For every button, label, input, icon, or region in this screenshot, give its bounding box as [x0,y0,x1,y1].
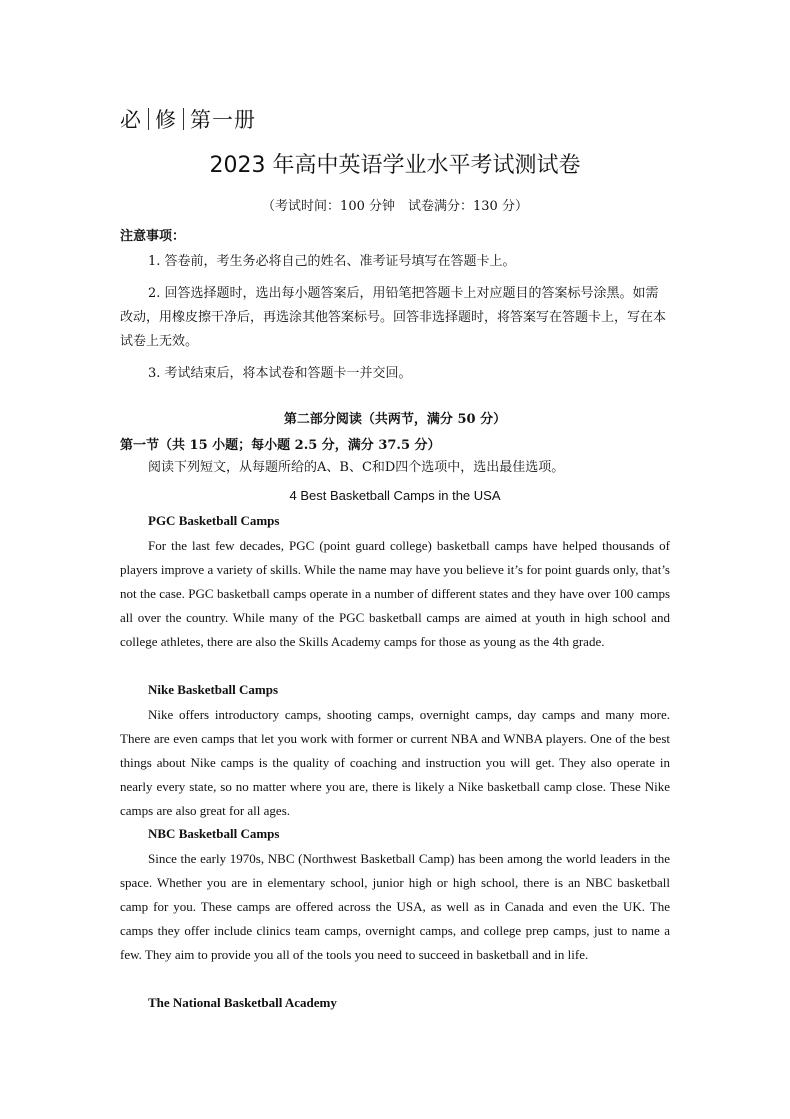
nike-paragraph [120,703,670,823]
pgc-text: For the last few decades, PGC (point guard college) basketball camps have helped thousands of players improve a variety of skills. While the name may have you believe it’s for point guards only, that’s not the case. PGC basketball camps operate in a number of different states and they have over 100 camps all over the country. While many of the PGC basketball camps are aimed at youth in high school and college athletes, there are also the Skills Academy camps for those as young as the 4th grade. [120,538,670,649]
notice-item-1: 1. 答卷前，考生务必将自己的姓名、准考证号填写在答题卡上。 [148,254,516,269]
book-header [120,104,256,134]
part-heading: 第二部分阅读（共两节，满分 50 分） [283,412,507,427]
passage-title: 4 Best Basketball Camps in the USA [289,488,501,503]
pgc-paragraph [120,534,670,654]
header-divider [148,108,149,130]
nbc-paragraph [120,847,670,967]
reading-instruction: 阅读下列短文，从每题所给的A、B、C和D四个选项中，选出最佳选项。 [148,460,565,475]
header-volume: 第一册 [190,108,256,132]
nba-heading: The National Basketball Academy [148,995,337,1010]
header-char-1: 必 [120,108,142,132]
nike-text: Nike offers introductory camps, shooting camps, overnight camps, day camps and many more. There are even camps that let you work with former or current NBA and WNBA players. One of the best things about Nike camps is the quality of coaching and instruction you will get. They also operate in nearly every state, so no matter where you are, there is likely a Nike basketball camp close. These Nike camps are also great for all ages. [120,707,670,818]
nbc-heading: NBC Basketball Camps [148,826,280,841]
header-char-2: 修 [155,108,177,132]
nike-heading: Nike Basketball Camps [148,682,279,697]
notice-item-2: 2. 回答选择题时，选出每小题答案后，用铅笔把答题卡上对应题目的答案标号涂黑。如需改动，用橡皮擦干净后，再选涂其他答案标号。回答非选择题时，将答案写在答题卡上，写在本试卷上无效。 [120,286,667,349]
notice-heading: 注意事项： [120,229,186,244]
exam-subtitle: （考试时间：100 分钟 试卷满分：130 分） [262,199,528,214]
section-heading: 第一节（共 15 小题；每小题 2.5 分，满分 37.5 分） [120,438,441,453]
nbc-text: Since the early 1970s, NBC (Northwest Basketball Camp) has been among the world leaders in the space. Whether you are in elementary school, junior high or high school, there is an NBC basketball camp for you. These camps are offered across the USA, as well as in Canada and even the UK. The camps they offer include clinics team camps, overnight camps, and college prep camps, just to name a few. They aim to provide you all of the tools you need to succeed in basketball and in life. [120,851,670,962]
exam-title: 2023 年高中英语学业水平考试测试卷 [209,153,581,178]
header-divider [183,108,184,130]
pgc-heading: PGC Basketball Camps [148,513,280,528]
notice-item-3: 3. 考试结束后，将本试卷和答题卡一并交回。 [148,366,412,381]
